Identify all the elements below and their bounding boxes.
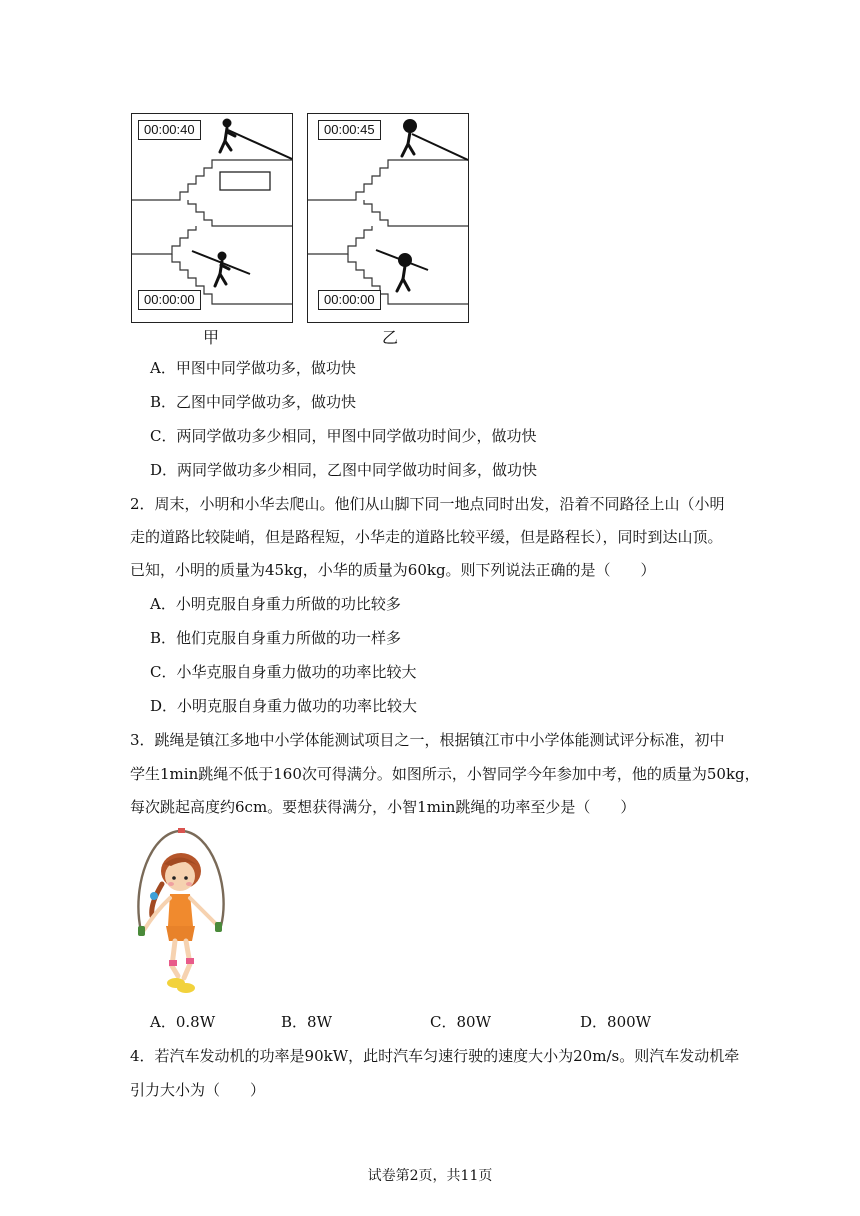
q2-option-c: C．小华克服自身重力做功的功率比较大 [150,663,417,681]
q2-stem-line-2: 走的道路比较陡峭，但是路程短，小华走的道路比较平缓，但是路程长），同时到达山顶。 [130,528,723,546]
page-footer: 试卷第2页，共11页 [367,1168,493,1184]
q3-stem-line-1: 3．跳绳是镇江多地中小学体能测试项目之一，根据镇江市中小学体能测试评分标准，初中 [130,731,725,749]
q1-option-b: B．乙图中同学做功多，做功快 [150,393,357,411]
q2-option-d: D．小明克服自身重力做功的功率比较大 [150,697,418,715]
q1-option-a: A．甲图中同学做功多，做功快 [150,359,356,377]
q1-option-c: C．两同学做功多少相同，甲图中同学做功时间少，做功快 [150,427,537,445]
start-time-label: 00:00:00 [318,290,381,310]
start-time-label: 00:00:00 [138,290,201,310]
q2-option-a: A．小明克服自身重力所做的功比较多 [150,595,401,613]
figure-panel-yi [307,113,469,323]
figure-panel-jia [131,113,293,323]
q1-option-d: D．两同学做功多少相同，乙图中同学做功时间多，做功快 [150,461,538,479]
q3-option-d: D．800W [580,1013,652,1031]
q3-stem-line-2: 学生1min跳绳不低于160次可得满分。如图所示，小智同学今年参加中考，他的质量为50kg， [130,765,760,783]
q2-stem-line-3: 已知，小明的质量为45kg，小华的质量为60kg。则下列说法正确的是（ ） [130,561,656,579]
q3-option-c: C．80W [430,1013,491,1031]
figure-caption-yi: 乙 [381,328,398,347]
q2-stem-line-1: 2．周末，小明和小华去爬山。他们从山脚下同一地点同时出发，沿着不同路径上山（小明 [130,495,725,513]
q4-stem-line-2: 引力大小为（ ） [130,1081,266,1099]
q4-stem-line-1: 4．若汽车发动机的功率是90kW，此时汽车匀速行驶的速度大小为20m/s。则汽车发动机牵 [130,1047,740,1065]
q3-stem-line-3: 每次跳起高度约6cm。要想获得满分，小智1min跳绳的功率至少是（ ） [130,798,636,816]
q3-option-a: A．0.8W [150,1013,216,1031]
q3-option-b: B．8W [281,1013,332,1031]
end-time-label: 00:00:45 [318,120,381,140]
q2-option-b: B．他们克服自身重力所做的功一样多 [150,629,402,647]
jump-rope-girl-illustration [126,826,236,1001]
end-time-label: 00:00:40 [138,120,201,140]
figure-caption-jia: 甲 [202,328,219,347]
